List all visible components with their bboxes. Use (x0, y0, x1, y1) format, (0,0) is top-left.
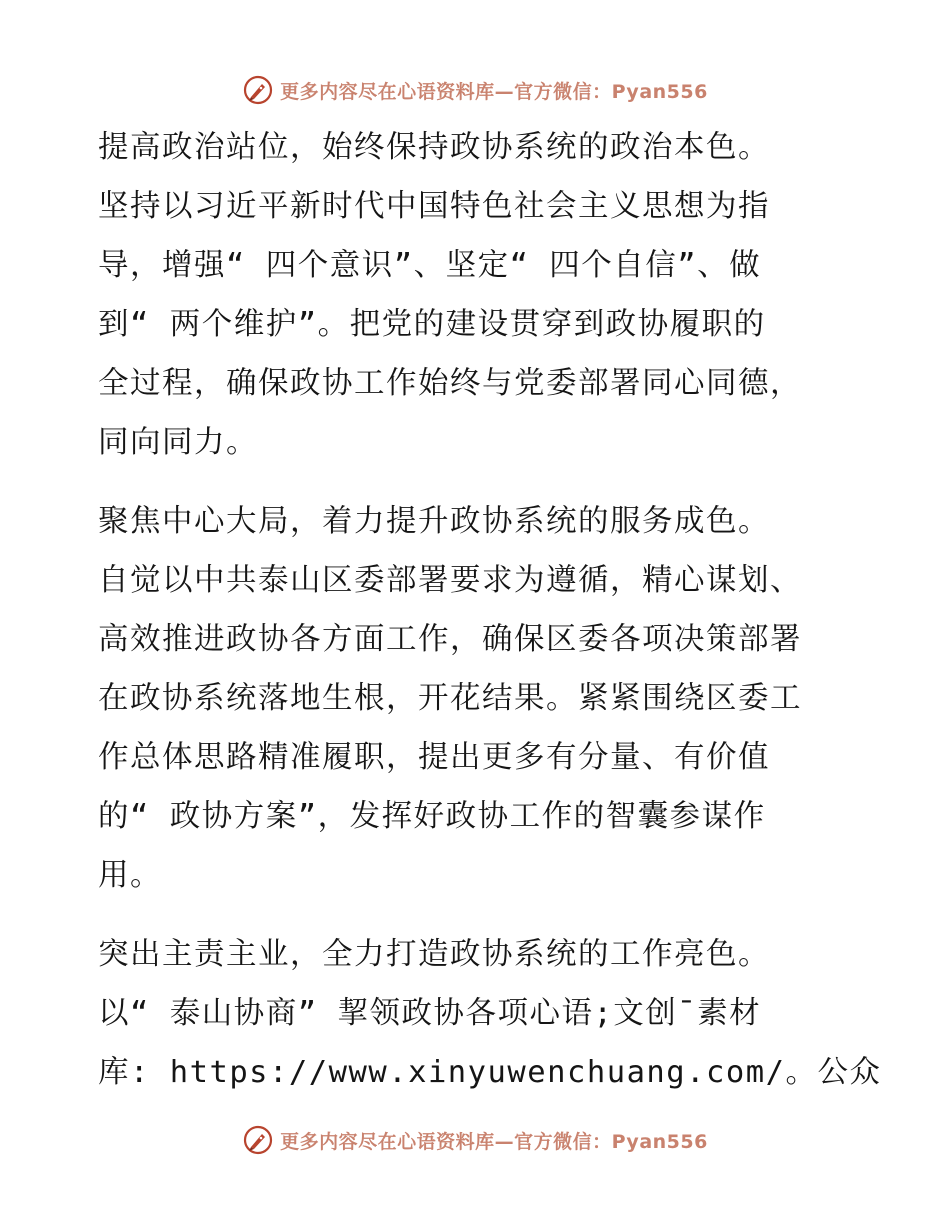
paragraph-line: 导，增强“ 四个意识”、坚定“ 四个自信”、做 (98, 248, 762, 283)
document-body (98, 118, 882, 1122)
paragraph-line: 以“ 泰山协商” 挈领政协各项心语;文创¯素材 (98, 996, 762, 1031)
paragraph-line: 在政协系统落地生根，开花结果。紧紧围绕区委工 (98, 681, 802, 716)
paragraph-line: 坚持以习近平新时代中国特色社会主义思想为指 (98, 189, 770, 224)
paragraph-line: 全过程，确保政协工作始终与党委部署同心同德， (98, 366, 802, 401)
paragraph-line: 库: https://www.xinyuwenchuang.com/。公众 (98, 1055, 882, 1090)
header-banner-text: 更多内容尽在心语资料库—官方微信：Pyan556 (280, 80, 708, 103)
paragraph-line: 自觉以中共泰山区委部署要求为遵循，精心谋划、 (98, 563, 802, 598)
paragraph-3 (98, 925, 882, 1102)
paragraph-line: 同向同力。 (98, 425, 258, 460)
paragraph-line: 的“ 政协方案”，发挥好政协工作的智囊参谋作 (98, 799, 766, 834)
footer-banner-text: 更多内容尽在心语资料库—官方微信：Pyan556 (280, 1130, 708, 1153)
footer-watermark-banner (0, 1122, 950, 1158)
paragraph-line: 用。 (98, 858, 162, 893)
paragraph-1 (98, 118, 858, 472)
paragraph-line: 提高政治站位，始终保持政协系统的政治本色。 (98, 130, 770, 165)
paragraph-line: 突出主责主业，全力打造政协系统的工作亮色。 (98, 937, 770, 972)
pen-nib-logo-icon (242, 74, 274, 106)
pen-nib-logo-icon (242, 1124, 274, 1156)
paragraph-line: 到“ 两个维护”。把党的建设贯穿到政协履职的 (98, 307, 766, 342)
header-watermark-banner (0, 72, 950, 108)
paragraph-2 (98, 492, 858, 905)
paragraph-line: 高效推进政协各方面工作，确保区委各项决策部署 (98, 622, 802, 657)
paragraph-line: 聚焦中心大局，着力提升政协系统的服务成色。 (98, 504, 770, 539)
paragraph-line: 作总体思路精准履职，提出更多有分量、有价值 (98, 740, 770, 775)
